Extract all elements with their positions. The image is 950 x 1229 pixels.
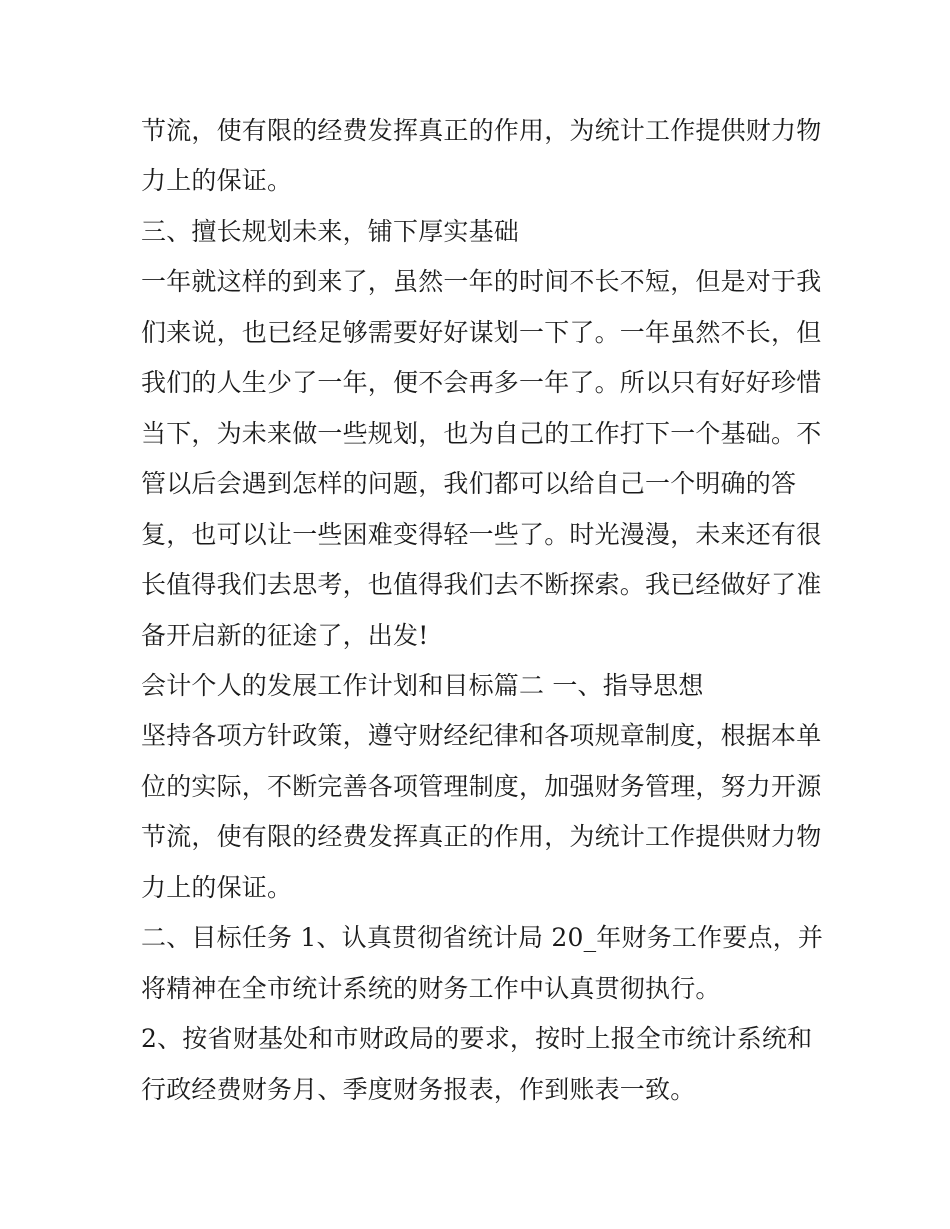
text-line: 节流，使有限的经费发挥真正的作用，为统计工作提供财力物 — [141, 116, 822, 145]
text-line: 管以后会遇到怎样的问题，我们都可以给自己一个明确的答 — [141, 469, 797, 498]
text-line: 坚持各项方针政策，遵守财经纪律和各项规章制度，根据本单 — [141, 721, 822, 750]
text-line: 行政经费财务月、季度财务报表，作到账表一致。 — [141, 1075, 696, 1104]
text-line: 长值得我们去思考，也值得我们去不断探索。我已经做好了准 — [141, 570, 822, 599]
section-heading: 三、擅长规划未来，铺下厚实基础 — [141, 217, 520, 246]
text-line: 一年就这样的到来了，虽然一年的时间不长不短，但是对于我 — [141, 267, 822, 296]
text-line: 力上的保证。 — [141, 873, 293, 902]
text-line: 复，也可以让一些困难变得轻一些了。时光漫漫，未来还有很 — [141, 520, 822, 549]
text-line: 节流，使有限的经费发挥真正的作用，为统计工作提供财力物 — [141, 822, 822, 851]
text-line: 将精神在全市统计系统的财务工作中认真贯彻执行。 — [141, 974, 721, 1003]
text-line: 们来说，也已经足够需要好好谋划一下了。一年虽然不长，但 — [141, 318, 822, 347]
text-line: 备开启新的征途了，出发! — [141, 621, 429, 650]
text-line: 我们的人生少了一年，便不会再多一年了。所以只有好好珍惜 — [141, 368, 822, 397]
text-line: 当下，为未来做一些规划，也为自己的工作打下一个基础。不 — [141, 419, 822, 448]
text-line: 2、按省财基处和市财政局的要求，按时上报全市统计系统和 — [141, 1024, 813, 1053]
text-line: 二、目标任务 1、认真贯彻省统计局 20_年财务工作要点，并 — [141, 923, 824, 952]
section-heading: 会计个人的发展工作计划和目标篇二 一、指导思想 — [141, 671, 704, 700]
text-line: 力上的保证。 — [141, 166, 293, 195]
text-line: 位的实际，不断完善各项管理制度，加强财务管理，努力开源 — [141, 772, 822, 801]
